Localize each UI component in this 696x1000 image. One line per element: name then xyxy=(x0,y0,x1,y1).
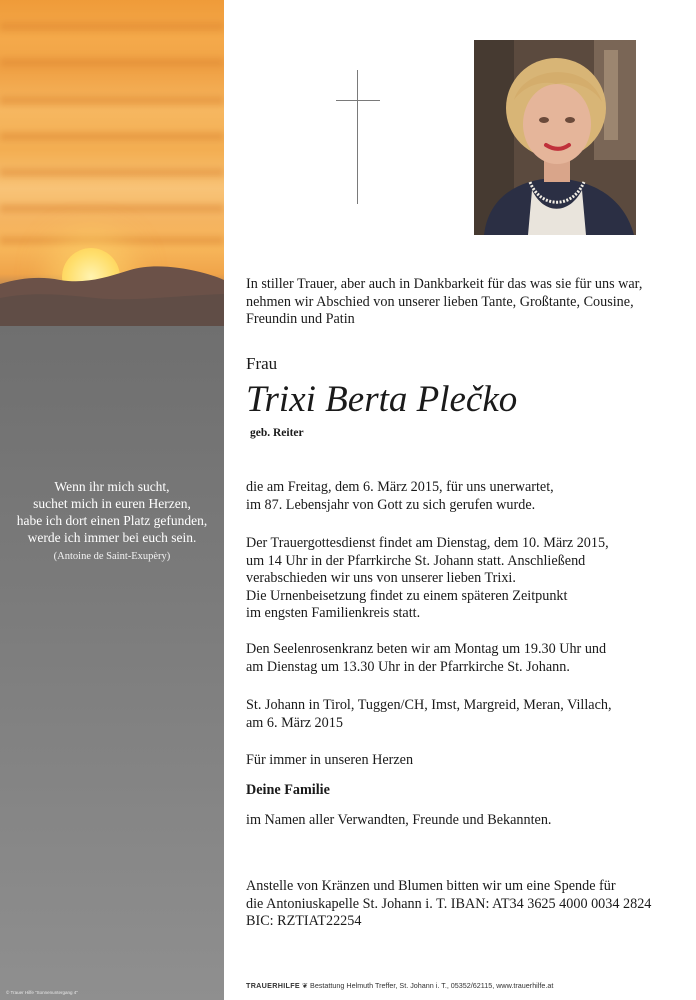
cross-icon xyxy=(336,70,380,204)
intro-line: In stiller Trauer, aber auch in Dankbarkeit für das was sie für uns war, xyxy=(246,276,643,292)
intro-line: Freundin und Patin xyxy=(246,311,355,327)
service-line: verabschieden wir uns von unserer lieben Trixi. xyxy=(246,570,516,586)
quote-line: habe ich dort einen Platz gefunden, xyxy=(16,513,208,528)
place-date xyxy=(246,697,612,732)
donation-line: BIC: RZTIAT22254 xyxy=(246,913,362,929)
portrait-photo xyxy=(474,40,636,235)
place-line: am 6. März 2015 xyxy=(246,714,343,731)
photo-credit: © Trauer Hilfe "Sonnenuntergang 4" xyxy=(6,990,78,995)
donation-info xyxy=(246,878,651,931)
quote-line: Wenn ihr mich sucht, xyxy=(54,479,170,494)
rosary-info xyxy=(246,641,606,676)
salutation: Frau xyxy=(246,354,278,373)
quote-line: werde ich immer bei euch sein. xyxy=(27,530,197,545)
service-line: im engsten Familienkreis statt. xyxy=(246,605,421,621)
rosary-line: am Dienstag um 13.30 Uhr in der Pfarrkirche St. Johann. xyxy=(246,658,570,675)
on-behalf-text: im Namen aller Verwandten, Freunde und Bekannten. xyxy=(246,812,552,828)
rosary-line: Den Seelenrosenkranz beten wir am Montag um 19.30 Uhr und xyxy=(246,641,607,657)
sunset-image xyxy=(0,0,224,326)
footer-brand: TRAUERHILFE xyxy=(246,981,301,990)
portrait-illustration xyxy=(474,40,636,235)
footer xyxy=(246,981,553,990)
quote xyxy=(0,478,224,546)
death-line: die am Freitag, dem 6. März 2015, für uns unerwartet, xyxy=(246,479,554,495)
family-signature: Deine Familie xyxy=(246,782,330,798)
donation-line: Anstelle von Kränzen und Blumen bitten wir um eine Spende für xyxy=(246,878,616,894)
footer-text: Bestattung Helmuth Treffer, St. Johann i. T., 05352/62115, www.trauerhilfe.at xyxy=(310,981,554,990)
closing-text: Für immer in unseren Herzen xyxy=(246,752,414,768)
donation-line: die Antoniuskapelle St. Johann i. T. IBAN: AT34 3625 4000 0034 2824 xyxy=(246,895,652,912)
quote-author: (Antoine de Saint-Exupèry) xyxy=(53,551,171,562)
service-line: Der Trauergottesdienst findet am Dienstag, dem 10. März 2015, xyxy=(246,535,609,551)
service-line: Die Urnenbeisetzung findet zu einem späteren Zeitpunkt xyxy=(246,587,568,604)
quote-line: suchet mich in euren Herzen, xyxy=(33,496,191,511)
service-line: um 14 Uhr in der Pfarrkirche St. Johann statt. Anschließend xyxy=(246,552,586,569)
death-notice xyxy=(246,479,554,514)
death-line: im 87. Lebensjahr von Gott zu sich gerufen wurde. xyxy=(246,496,536,513)
maiden-name: geb. Reiter xyxy=(250,427,304,439)
leaf-icon: ❦ xyxy=(302,981,311,990)
intro-text xyxy=(246,276,666,329)
deceased-name: Trixi Berta Plečko xyxy=(246,379,518,420)
hills-silhouette xyxy=(0,256,224,326)
grey-panel xyxy=(0,326,224,1000)
left-column xyxy=(0,0,224,1000)
service-info xyxy=(246,535,609,623)
place-line: St. Johann in Tirol, Tuggen/CH, Imst, Margreid, Meran, Villach, xyxy=(246,697,612,713)
intro-line: nehmen wir Abschied von unserer lieben Tante, Großtante, Cousine, xyxy=(246,293,634,310)
